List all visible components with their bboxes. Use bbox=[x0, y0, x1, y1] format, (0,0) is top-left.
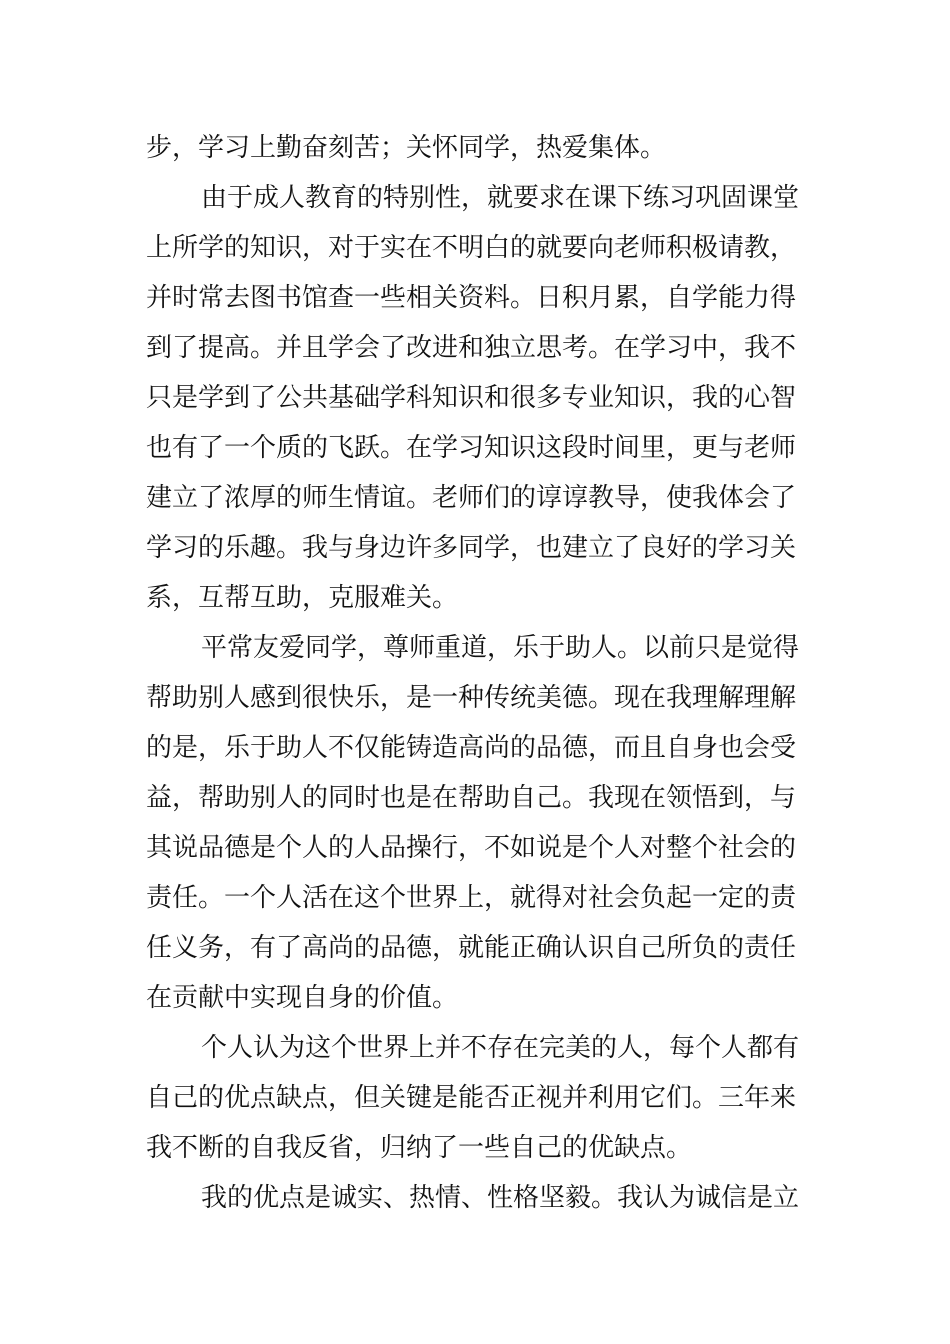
paragraph-first-line: 我的优点是诚实、热情、性格坚毅。我认为诚信是立 bbox=[201, 1183, 800, 1213]
document-body bbox=[146, 123, 808, 1223]
text-line: 的是，乐于助人不仅能铸造高尚的品德，而且自身也会受 bbox=[146, 733, 797, 763]
text-line: 只是学到了公共基础学科知识和很多专业知识，我的心智 bbox=[146, 383, 797, 413]
text-line: 也有了一个质的飞跃。在学习知识这段时间里，更与老师 bbox=[146, 433, 797, 463]
text-line: 其说品德是个人的人品操行，不如说是个人对整个社会的 bbox=[146, 833, 797, 863]
text-line: 系，互帮互助，克服难关。 bbox=[146, 583, 459, 613]
text-line: 我不断的自我反省，归纳了一些自己的优缺点。 bbox=[146, 1133, 693, 1163]
text-line: 益，帮助别人的同时也是在帮助自己。我现在领悟到，与 bbox=[146, 783, 797, 813]
text-line: 在贡献中实现自身的价值。 bbox=[146, 983, 459, 1013]
text-line: 帮助别人感到很快乐，是一种传统美德。现在我理解理解 bbox=[146, 683, 797, 713]
paragraph-first-line: 由于成人教育的特别性，就要求在课下练习巩固课堂 bbox=[201, 183, 800, 213]
paragraph-first-line: 个人认为这个世界上并不存在完美的人，每个人都有 bbox=[201, 1033, 800, 1063]
text-line: 到了提高。并且学会了改进和独立思考。在学习中，我不 bbox=[146, 333, 797, 363]
text-line: 并时常去图书馆查一些相关资料。日积月累，自学能力得 bbox=[146, 283, 797, 313]
text-line: 建立了浓厚的师生情谊。老师们的谆谆教导，使我体会了 bbox=[146, 483, 797, 513]
text-line: 任义务，有了高尚的品德，就能正确认识自己所负的责任 bbox=[146, 933, 797, 963]
text-line: 上所学的知识，对于实在不明白的就要向老师积极请教， bbox=[146, 233, 797, 263]
paragraph-first-line: 平常友爱同学，尊师重道，乐于助人。以前只是觉得 bbox=[201, 633, 800, 663]
text-line: 学习的乐趣。我与身边许多同学，也建立了良好的学习关 bbox=[146, 533, 797, 563]
text-line: 步，学习上勤奋刻苦；关怀同学，热爱集体。 bbox=[146, 133, 667, 163]
text-line: 责任。一个人活在这个世界上，就得对社会负起一定的责 bbox=[146, 883, 797, 913]
text-line: 自己的优点缺点，但关键是能否正视并利用它们。三年来 bbox=[146, 1083, 797, 1113]
